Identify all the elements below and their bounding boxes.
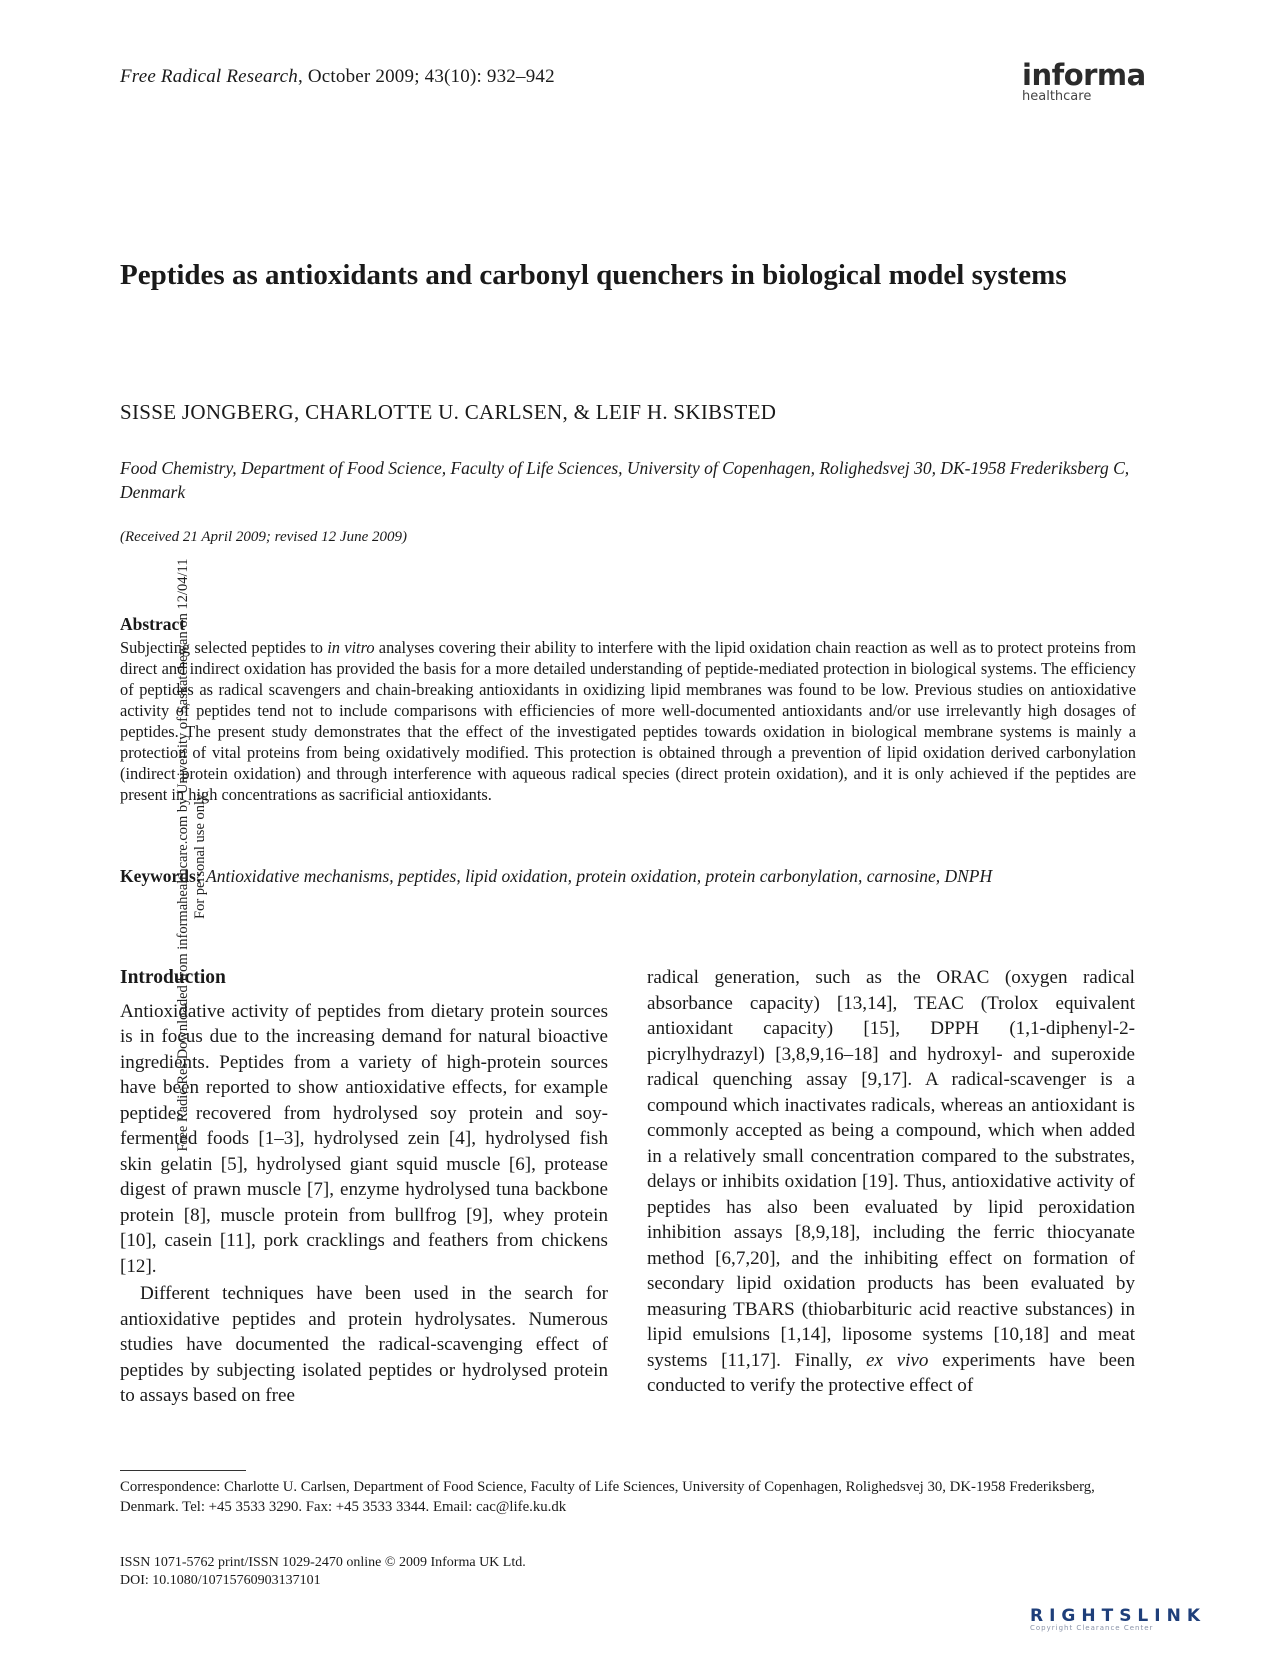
- body-column-right: [647, 965, 1135, 1399]
- author-affiliation: Food Chemistry, Department of Food Science, Faculty of Life Sciences, University of Copenhagen, Rolighedsvej 30, DK-1958 Frederiksberg C, Denmark: [120, 458, 1130, 502]
- body-paragraph: Antioxidative activity of peptides from dietary protein sources is in focus due to the increasing demand for natural bioactive ingredients. Peptides from a variety of high-protein sources have been reported to show antioxidative effects, for example peptides recovered from hydrolysed soy protein and soy-fermented foods [1–3], hydrolysed zein [4], hydrolysed fish skin gelatin [5], hydrolysed giant squid muscle [6], protease digest of prawn muscle [7], enzyme hydrolysed tuna backbone protein [8], muscle protein from bullfrog [9], whey protein [10], casein [11], pork cracklings and feathers from chickens [12].: [120, 1000, 608, 1277]
- journal-issue: , October 2009; 43(10): 932–942: [297, 66, 555, 87]
- abstract-heading: Abstract: [120, 614, 186, 634]
- abstract-text-italic: in vitro: [327, 638, 375, 657]
- body-text-part: experiments have been conducted to verify the protective effect of: [647, 1349, 1135, 1396]
- download-stamp: [175, 355, 209, 1355]
- abstract-text-part: Subjecting selected peptides to: [120, 638, 328, 657]
- footnote-divider: [120, 1470, 246, 1471]
- publisher-brand: informa: [1022, 58, 1146, 92]
- keywords-text: Antioxidative mechanisms, peptides, lipid oxidation, protein oxidation, protein carbonylation, carnosine, DNPH: [206, 866, 993, 886]
- download-stamp-line-2: For personal use only.: [192, 791, 208, 919]
- issn-block: [120, 1554, 526, 1590]
- issn-line: ISSN 1071-5762 print/ISSN 1029-2470 online © 2009 Informa UK Ltd.: [120, 1555, 526, 1570]
- article-authors: SISSE JONGBERG, CHARLOTTE U. CARLSEN, & LEIF H. SKIBSTED: [120, 400, 777, 424]
- rightslink-brand: RIGHTSLINK: [1030, 1606, 1206, 1626]
- body-paragraph: Different techniques have been used in the search for antioxidative peptides and protein hydrolysates. Numerous studies have documented the radical-scavenging effect of peptides by subjecting isolated peptides or hydrolysed protein to assays based on free: [120, 1283, 608, 1406]
- rightslink-sub: Copyright Clearance Center: [1030, 1624, 1154, 1632]
- body-text-italic: ex vivo: [865, 1349, 929, 1371]
- article-title: Peptides as antioxidants and carbonyl quenchers in biological model systems: [120, 259, 1067, 291]
- keywords-label: Keywords:: [120, 866, 202, 886]
- body-text-part: radical generation, such as the ORAC (oxygen radical absorbance capacity) [13,14], TEAC (Trolox equivalent antioxidant capacity) [15], DPPH (1,1-diphenyl-2-picrylhydrazyl) [3,8,9,16–18] and hydroxyl- and superoxide radical quenching assay [9,17]. A radical-scavenger is a compound which inactivates radicals, whereas an antioxidant is commonly accepted as being a compound, which when added in a relatively small concentration compared to the substrates, delays or inhibits oxidation [19]. Thus, antioxidative activity of peptides has also been evaluated by lipid peroxidation inhibition assays [8,9,18], including the ferric thiocyanate method [6,7,20], and the inhibiting effect on formation of secondary lipid oxidation products has been evaluated by measuring TBARS (thiobarbituric acid reactive substances) in lipid emulsions [1,14], liposome systems [10,18] and meat systems [11,17]. Finally,: [647, 967, 1135, 1371]
- journal-name: Free Radical Research: [120, 66, 298, 87]
- journal-citation: [120, 66, 555, 88]
- section-heading-introduction: Introduction: [120, 967, 226, 988]
- body-paragraph: [647, 965, 1135, 1399]
- download-stamp-line-1: Free Radic Res Downloaded from informahealthcare.com by University of Saskatchewan on 12/04/11: [175, 558, 191, 1152]
- keywords: [120, 866, 1140, 887]
- rightslink-logo[interactable]: [1030, 1606, 1206, 1632]
- publisher-sub: healthcare: [1022, 89, 1092, 104]
- received-dates: (Received 21 April 2009; revised 12 June 2009): [120, 529, 407, 545]
- abstract-body: [120, 637, 1136, 805]
- doi-line: DOI: 10.1080/10715760903137101: [120, 1573, 321, 1588]
- publisher-logo: [1022, 58, 1146, 104]
- correspondence-footnote: Correspondence: Charlotte U. Carlsen, Department of Food Science, Faculty of Life Sciences, University of Copenhagen, Rolighedsvej 30, DK-1958 Frederiksberg, Denmark. Tel: +45 3533 3290. Fax: +45 3533 3344. Email: cac@life.ku.dk: [120, 1479, 1095, 1515]
- abstract-text-part: analyses covering their ability to interfere with the lipid oxidation chain reaction as well as to protect proteins from direct and indirect oxidation has provided the basis for a more detailed understanding of peptide-mediated protection in biological systems. The efficiency of peptides as radical scavengers and chain-breaking antioxidants in oxidizing lipid membranes was found to be low. Previous studies on antioxidative activity of peptides tend not to include comparisons with efficiencies of more well-documented antioxidants and/or use irrelevantly high dosages of peptides. The present study demonstrates that the effect of the investigated peptides towards oxidation in biological membrane systems is mainly a protection of vital proteins from being oxidatively modified. This protection is obtained through a prevention of lipid oxidation derived carbonylation (indirect protein oxidation) and through interference with aqueous radical species (direct protein oxidation), and it is only achieved if the peptides are present in high concentrations as sacrificial antioxidants.: [120, 638, 1136, 804]
